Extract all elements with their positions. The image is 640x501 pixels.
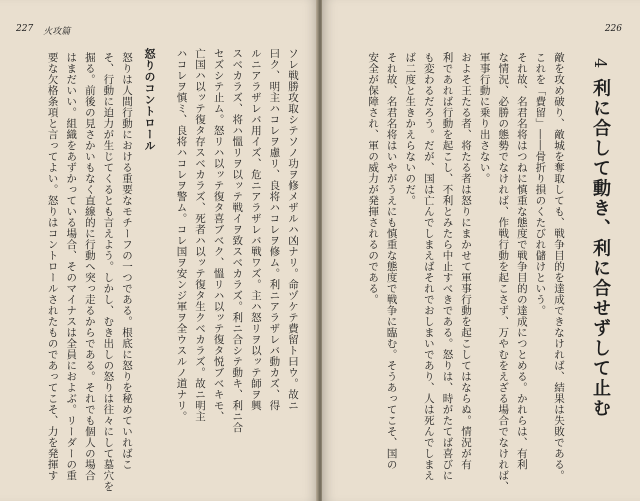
body-line: も変わるだろう。だが、国は亡んでしまえばそれでおしまいであり、人は死んでしまえ <box>422 52 435 481</box>
body-line: 掘る。前後の見さかいもなく直線的に行動へ突っ走るからである。それでも個人の場合 <box>83 52 96 481</box>
body-line: 利であれば行動を起こし、不利とみたら中止すべきである。怒りは、時がたてば喜びに <box>441 52 454 481</box>
right-body-text <box>363 52 568 492</box>
body-line: 要な欠格条項と言ってよい。怒りはコントロールされたものであってこそ、力を発揮す <box>46 52 59 481</box>
body-line: 軍事行動に乗り出さない。 <box>478 52 491 184</box>
body-line: 怒りは人間行動における重要なモチーフの一つである。根底に怒りを秘めていればこ <box>121 52 133 470</box>
left-body-text <box>43 52 136 492</box>
body-line: 敵を攻め破り、敵城を奪取しても、戦争目的を達成できなければ、結果は失敗である。 <box>553 52 565 481</box>
running-head: 火攻篇 <box>43 27 71 37</box>
body-line: それ故、名君名将はつねに慎重な態度で戦争目的の達成につとめる。かれらは、有利 <box>515 52 528 470</box>
section-title-text: 怒りのコントロール <box>143 48 156 152</box>
body-line: 安全が保障され、軍の威力が発揮されるのである。 <box>367 52 380 305</box>
body-line: そ、行動に迫力が生じてくるとも言えよう。しかし、むき出しの怒りは往々にして墓穴を <box>102 52 115 492</box>
right-page <box>322 0 640 501</box>
kanbun-quote <box>172 48 302 468</box>
left-page <box>0 0 318 501</box>
body-line: およそ王たる者、将たる者は怒りにまかせて軍事行動を起こしてはならぬ。情況が有 <box>460 52 473 470</box>
kanbun-line: セズシテ止ム。怒リハ以ッテ復タ喜ブベク、慍リハ以ッテ復タ悦ブベキモ、 <box>212 48 225 422</box>
chapter-title: 利に合して動き、利に合せずして止む <box>590 78 611 419</box>
kanbun-line: 曰ク、明主ハコレヲ慮リ、良将ハコレヲ修ム。利ニアラザレバ動カズ、得 <box>268 48 281 411</box>
body-line: はまだいい。組織をあずかっている場合、そのマイナスは全員におよぶ。リーダーの重 <box>65 52 78 481</box>
chapter-heading <box>588 58 612 478</box>
section-title <box>140 48 158 208</box>
body-line: な情況、必勝の態勢でなければ、作戦行動を起こさず、万やむをえざる場合でなければ、 <box>497 52 510 492</box>
body-line: これを「費留」――骨折り損のくたびれ儲けという。 <box>534 52 547 316</box>
kanbun-line: 亡国ハ以ッテ復タ存スベカラズ、死者ハ以ッテ復タ生クベカラズ。故ニ明主 <box>194 48 207 422</box>
kanbun-line: ソレ戦勝攻取シテソノ功ヲ修メザルハ凶ナリ。命ヅケテ費留ト曰ウ。故ニ <box>287 48 299 411</box>
kanbun-line: ルニアラザレバ用イズ、危ニアラザレバ戦ワズ。主ハ怒リヲ以ッテ師ヲ興 <box>249 48 262 411</box>
body-line: ば二度と生きかえらないのだ。 <box>404 52 417 206</box>
body-line: それ故、名君名将はいやがうえにも慎重な態度で戦争に臨む。そうあってこそ、国の <box>385 52 398 470</box>
left-page-header <box>16 24 70 37</box>
kanbun-line: ハコレヲ慎ミ、良将ハコレヲ警ム。コレ国ヲ安ンジ軍ヲ全ウスルノ道ナリ。 <box>175 48 188 422</box>
left-page-number: 227 <box>16 24 34 34</box>
kanbun-line: スベカラズ、将ハ慍リヲ以ッテ戦イヲ致スベカラズ。利ニ合シテ動キ、利ニ合 <box>231 48 244 433</box>
right-page-header <box>605 24 622 34</box>
chapter-number: 4 <box>591 58 610 71</box>
right-page-number: 226 <box>604 24 622 34</box>
